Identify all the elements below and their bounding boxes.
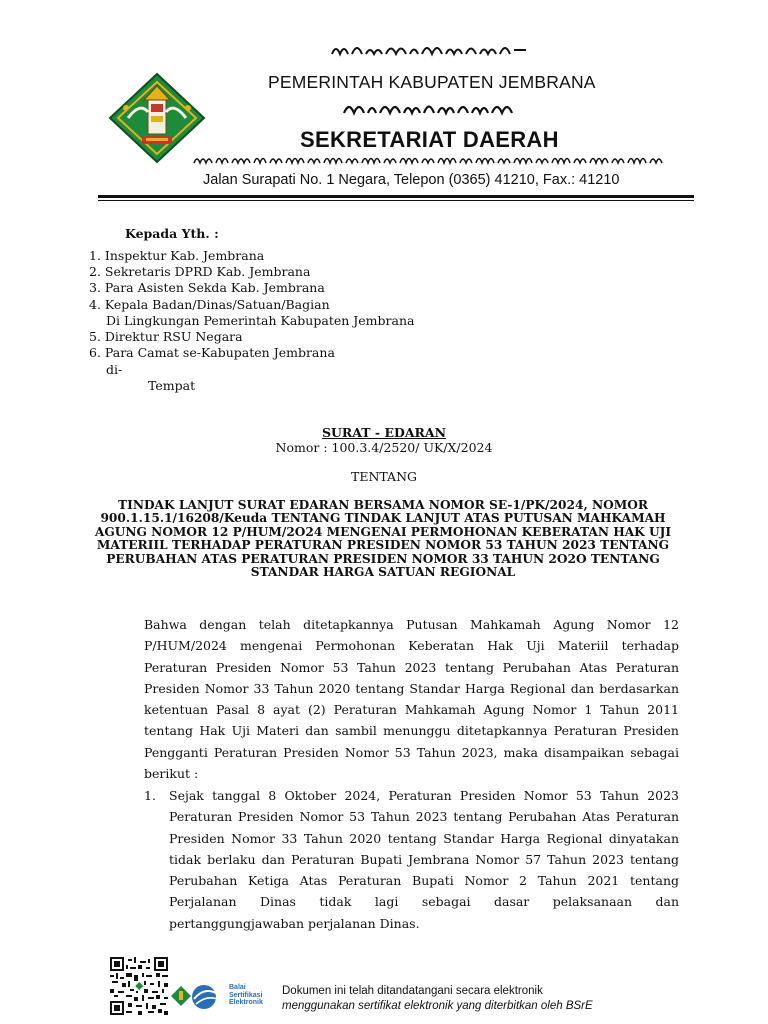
letter-tentang: TENTANG <box>350 469 417 484</box>
e-signature-note <box>282 984 593 1014</box>
recipient-item: 4. Kepala Badan/Dinas/Satuan/Bagian <box>89 296 330 312</box>
letterhead-rule-thick <box>98 195 694 198</box>
e-signature-note-line1: Dokumen ini telah ditandatangani secara elektronik <box>282 985 543 997</box>
recipient-item: 3. Para Asisten Sekda Kab. Jembrana <box>89 280 325 296</box>
bsre-wordmark <box>229 984 263 1007</box>
bsre-wordmark-line: Balai <box>229 984 246 991</box>
letter-title-text: SURAT - EDARAN <box>321 425 447 440</box>
balinese-script-line-1 <box>330 40 530 60</box>
bsre-wordmark-line: Sertifikasi <box>229 991 263 999</box>
recipient-item: 5. Direktur RSU Negara <box>89 329 243 345</box>
letter-title <box>0 425 768 440</box>
recipient-item: 1. Inspektur Kab. Jembrana <box>89 248 265 263</box>
e-signature-note-line2: menggunakan sertifikat elektronik yang diterbitkan oleh BSrE <box>282 1000 593 1012</box>
bsre-wordmark-line: Elektronik <box>229 999 263 1006</box>
letter-points <box>144 785 679 934</box>
recipients-di: di- <box>106 362 123 377</box>
regency-emblem-small-icon <box>170 985 192 1007</box>
recipients-heading: Kepada Yth. : <box>125 226 219 241</box>
recipient-item: 6. Para Camat se-Kabupaten Jembrana <box>89 345 335 361</box>
recipient-item: 2. Sekretaris DPRD Kab. Jembrana <box>89 264 311 280</box>
letter-point-text: Sejak tanggal 8 Oktober 2024, Peraturan Presiden Nomor 53 Tahun 2023 Peraturan Presiden Nomor 53 Tahun 2023 tentang Perubahan Atas Peraturan Presiden Nomor 33 Tahun 2020 tentang Standar Harga Regional dinyatakan tidak berlaku dan Peraturan Bupati Jembrana Nomor 57 Tahun 2023 tentang Perubahan Ketiga Atas Peraturan Bupati Nomor 2 Tahun 2021 tentang Perjalanan Dinas tidak lagi sebagai dasar pelaksanaan dan pertanggungjawaban perjalanan Dinas. <box>169 788 679 931</box>
letter-subject: TINDAK LANJUT SURAT EDARAN BERSAMA NOMOR SE-1/PK/2024, NOMOR 900.1.15.1/16208/Keuda TENTANG TINDAK LANJUT ATAS PUTUSAN MAHKAMAH AGUNG NOMOR 12 P/HUM/2O24 MENGENAI PERMOHONAN KEBERATAN HAK UJI MATERIIL TERHADAP PERATURAN PRESIDEN NOMOR 53 TAHUN 2023 TENTANG PERUBAHAN ATAS PERATURAN PRESIDEN NOMOR 33 TAHUN 2O2O TENTANG STANDAR HARGA SATUAN REGIONAL <box>94 498 672 580</box>
letter-point <box>144 785 679 934</box>
office-address: Jalan Surapati No. 1 Negara, Telepon (0365) 41210, Fax.: 41210 <box>203 172 620 188</box>
recipients-place: Tempat <box>148 378 196 393</box>
letter-intro-paragraph: Bahwa dengan telah ditetapkannya Putusan Mahkamah Agung Nomor 12 P/HUM/2024 mengenai Permohonan Keberatan Hak Uji Materiil terhadap Peraturan Presiden Nomor 53 Tahun 2023 tentang Perubahan Atas Peraturan Presiden Nomor 33 Tahun 2020 tentang Standar Harga Regional dan berdasarkan ketentuan Pasal 8 ayat (2) Peraturan Mahkamah Agung Nomor 1 Tahun 2011 tentang Hak Uji Materi dan sambil menunggu ditetapkannya Peraturan Presiden Pengganti Peraturan Presiden Nomor 53 Tahun 2023, maka disampaikan sebagai berikut : <box>144 617 679 782</box>
qr-code-icon <box>110 957 168 1015</box>
letter-point-number: 1. <box>144 788 156 803</box>
balinese-script-line-2 <box>342 97 522 119</box>
government-name: PEMERINTAH KABUPATEN JEMBRANA <box>268 72 596 92</box>
recipients-list <box>89 248 414 361</box>
letter-number: Nomor : 100.3.4/2520/ UK/X/2024 <box>275 440 493 455</box>
letterhead-rule-thin <box>98 200 694 201</box>
recipient-item-continuation: Di Lingkungan Pemerintah Kabupaten Jembrana <box>106 312 415 328</box>
office-name: SEKRETARIAT DAERAH <box>300 127 559 152</box>
bsre-logo-icon <box>190 983 226 1011</box>
